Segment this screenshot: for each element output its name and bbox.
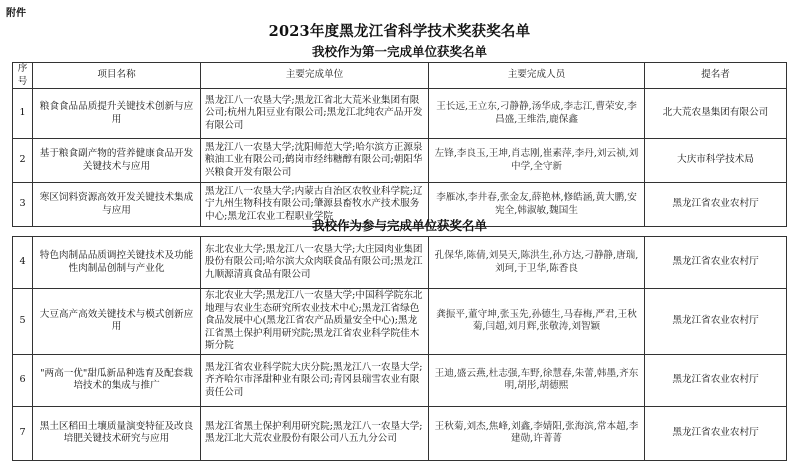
cell-project: 特色肉制品品质调控关键技术及功能性肉制品创制与产业化 (33, 237, 201, 289)
cell-units: 黑龙江省黑土保护利用研究院;黑龙江八一农垦大学;黑龙江北大荒农业股份有限公司八五九分公司 (201, 406, 429, 460)
cell-people: 王迪,盛云燕,杜志强,车野,徐慧春,朱蕾,韩墨,齐东明,胡彤,胡德熙 (429, 354, 645, 406)
table-row (13, 289, 787, 355)
cell-no: 6 (13, 354, 33, 406)
header-nominator: 提名者 (645, 63, 787, 89)
cell-no: 2 (13, 139, 33, 183)
cell-no: 1 (13, 89, 33, 139)
cell-project: "两高一优"甜瓜新品种选育及配套栽培技术的集成与推广 (33, 354, 201, 406)
cell-people: 王秋菊,刘杰,焦峰,刘鑫,李婧阳,张海滨,常本超,李建勋,许菁菁 (429, 406, 645, 460)
table-row (13, 354, 787, 406)
attachment-label: 附件 (6, 8, 26, 19)
cell-units: 黑龙江八一农垦大学;沈阳师范大学;哈尔滨方正源泉粮油工业有限公司;鹤岗市经纬糖醇有限公司;朝阳华兴粮食开发有限公司 (201, 139, 429, 183)
cell-nominator: 黑龙江省农业农村厅 (645, 289, 787, 355)
header-people: 主要完成人员 (429, 63, 645, 89)
cell-project: 黑土区稻田土壤质量演变特征及改良培肥关键技术研究与应用 (33, 406, 201, 460)
cell-people: 龚振平,董守坤,张玉先,孙德生,马春梅,严君,王秋菊,闫超,刘月辉,张敬涛,刘智颖 (429, 289, 645, 355)
award-table-first-unit (12, 62, 787, 227)
table-row (13, 89, 787, 139)
cell-people: 王长远,王立东,刁静静,汤华成,李志江,曹荣安,李昌盛,王维浩,鹿保鑫 (429, 89, 645, 139)
cell-nominator: 大庆市科学技术局 (645, 139, 787, 183)
cell-no: 7 (13, 406, 33, 460)
cell-people: 左锋,李良玉,王坤,肖志刚,崔素萍,李丹,刘云祯,刘中学,全守新 (429, 139, 645, 183)
cell-nominator: 黑龙江省农业农村厅 (645, 354, 787, 406)
cell-nominator: 北大荒农垦集团有限公司 (645, 89, 787, 139)
cell-units: 黑龙江省农业科学院大庆分院;黑龙江八一农垦大学;齐齐哈尔市泽甜种业有限公司;青冈县瑞雪农业有限责任公司 (201, 354, 429, 406)
cell-no: 3 (13, 183, 33, 227)
section2-title: 我校作为参与完成单位获奖名单 (311, 218, 487, 233)
cell-nominator: 黑龙江省农业农村厅 (645, 183, 787, 227)
cell-project: 寒区饲料资源高效开发关键技术集成与应用 (33, 183, 201, 227)
header-units: 主要完成单位 (201, 63, 429, 89)
header-project: 项目名称 (33, 63, 201, 89)
award-table-participant (12, 236, 787, 461)
table-header-row (13, 63, 787, 89)
cell-people: 孔保华,陈倩,刘昊天,陈洪生,孙方达,刁静静,唐瑞,刘珂,于卫华,陈香良 (429, 237, 645, 289)
header-no: 序号 (13, 63, 33, 89)
cell-nominator: 黑龙江省农业农村厅 (645, 406, 787, 460)
cell-no: 4 (13, 237, 33, 289)
section1-title: 我校作为第一完成单位获奖名单 (311, 44, 487, 59)
cell-units: 黑龙江八一农垦大学;内蒙古自治区农牧业科学院;辽宁九州生物科技有限公司;肇源县畜牧水产技术服务中心;黑龙江农业工程职业学院 (201, 183, 429, 227)
document-title: 2023年度黑龙江省科学技术奖获奖名单 (268, 23, 531, 40)
cell-units: 东北农业大学;黑龙江八一农垦大学;大庄园肉业集团股份有限公司;哈尔滨大众肉联食品有限公司;黑龙江九顺源清真食品有限公司 (201, 237, 429, 289)
cell-nominator: 黑龙江省农业农村厅 (645, 237, 787, 289)
cell-project: 大豆高产高效关键技术与模式创新应用 (33, 289, 201, 355)
cell-project: 粮食食品品质提升关键技术创新与应用 (33, 89, 201, 139)
table-row (13, 139, 787, 183)
cell-people: 李雁冰,李井春,张金友,薛艳林,修皓涵,黄大鹏,安宪全,韩淑敏,魏国生 (429, 183, 645, 227)
cell-units: 东北农业大学;黑龙江八一农垦大学;中国科学院东北地理与农业生态研究所农业技术中心;黑龙江省绿色食品发展中心(黑龙江省农产品质量安全中心);黑龙江省黑土保护利用研究院;黑龙江省农业科学院佳木斯分院 (201, 289, 429, 355)
cell-project: 基于粮食副产物的营养健康食品开发关键技术与应用 (33, 139, 201, 183)
table-row (13, 237, 787, 289)
table-row (13, 406, 787, 460)
cell-no: 5 (13, 289, 33, 355)
cell-units: 黑龙江八一农垦大学;黑龙江省北大荒米业集团有限公司;杭州九阳豆业有限公司;黑龙江北纯农产品开发有限公司 (201, 89, 429, 139)
